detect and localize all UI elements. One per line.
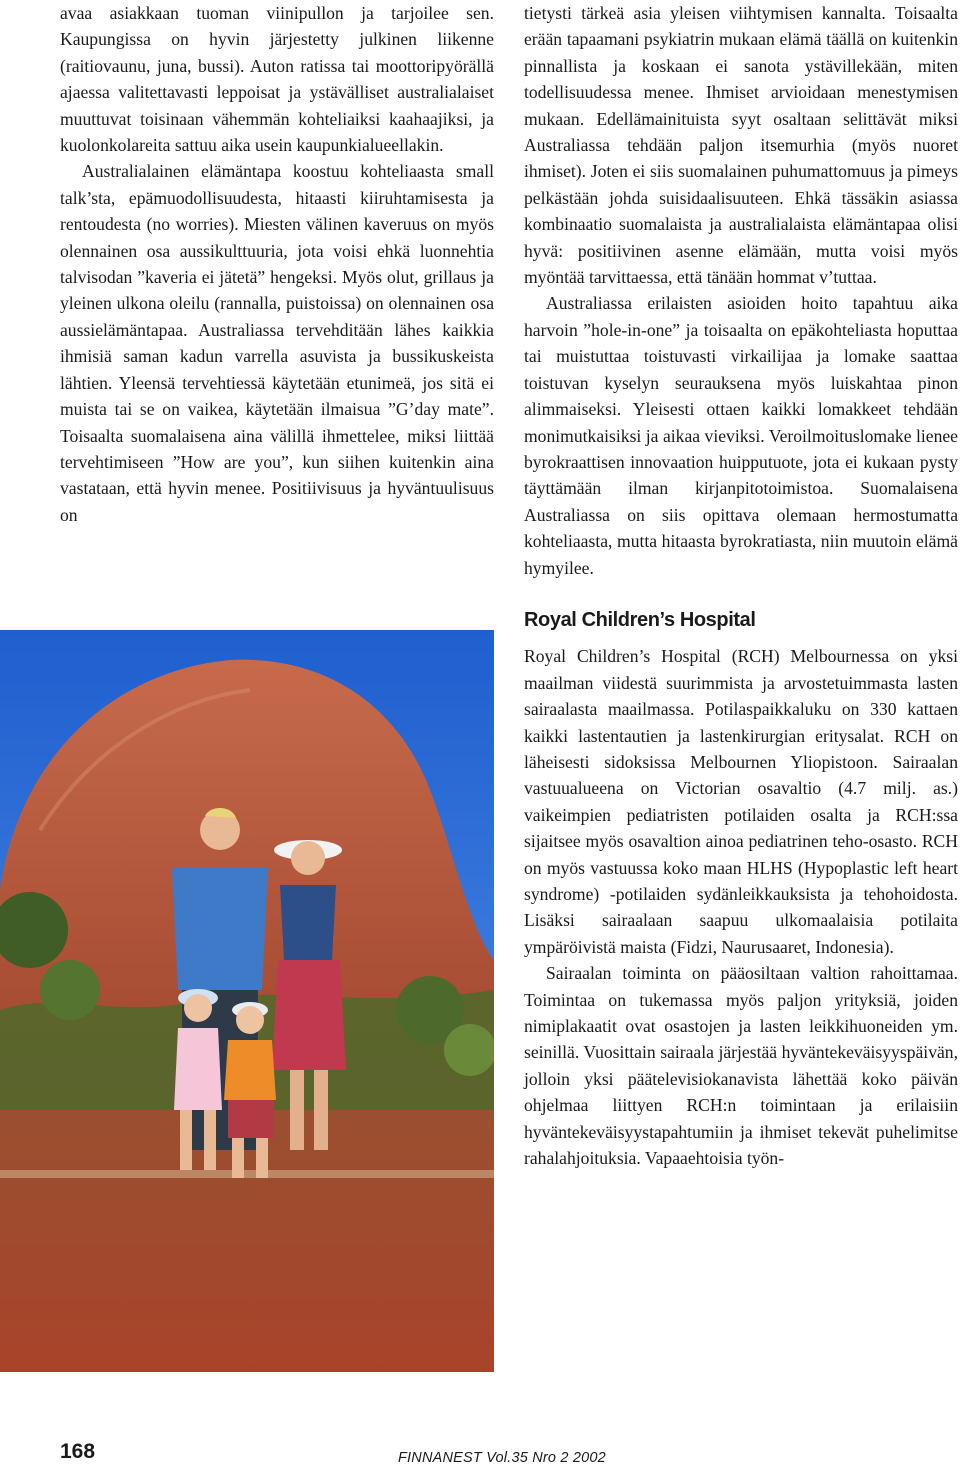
paragraph: Australialainen elämäntapa koostuu kohteliaasta small talk’sta, epämuodollisuudesta, hitaasti kiiruhtamisesta ja rentoudesta (no worries). Miesten välinen kaveruus on myös olennainen osa aussikulttuuria, jota voisi ehkä luonnehtia talvisodan ”kaveria ei jätetä” hengeksi. Myös olut, grillaus ja yleinen ulkona oleilu (rannalla, puistoissa) on olennainen osa aussielämäntapaa. Australiassa tervehditään lähes kaikkia ihmisiä saman kadun varrella asuvista ja bussikuskeista lähtien. Yleensä tervehtiessä käytetään etunimeä, jos sitä ei muista tai se on vaikea, käytetään ilmaisua ”G’day mate”. Toisaalta suomalaisena aina välillä ihmettelee, miksi liittää tervehtimiseen ”How are you”, kun siihen kuitenkin aina vastataan, että hyvin menee. Positiivisuus ja hyväntuulisuus on	[60, 161, 494, 525]
page-number: 168	[60, 1440, 96, 1463]
left-column	[60, 0, 494, 528]
paragraph: Sairaalan toiminta on pääosiltaan valtion rahoittamaa. Toimintaa on tukemassa myös paljon yrityksiä, joiden nimiplakaatit ovat osastojen ja lasten leikkihuoneiden ym. seinillä. Vuosittain sairaala järjestää hyväntekeväisyyspäivän, jolloin yksi päätelevisiokanavista lähettää koko päivän ohjelmaa liittyen RCH:n toimintaan ja erilaisiin hyväntekeväisyystapahtumiin ja ihmiset tekevät puhelimitse rahalahjoituksia. Vapaaehtoisia työn-	[524, 963, 958, 1169]
paragraph: Australiassa erilaisten asioiden hoito tapahtuu aika harvoin ”hole-in-one” ja toisaalta on epäkohteliasta hoputtaa tai muistuttaa toistuvasti virkailijaa ja lomake saattaa toistuvan kyselyn seurauksena myös luiskahtaa pinon alimmaiseksi. Yleisesti ottaen kaikki lomakkeet tehdään monimutkaisiksi ja aikaa vieviksi. Veroilmoituslomake lienee byrokraattisen innovaation huipputuote, jota ei kukaan pysty täyttämään ilman kirjanpitotoimistoa. Suomalaisena Australiassa on siis opittava olemaan hermostumatta kohteliaasta, mutta hitaasta byrokratiasta, niin muutoin elämä hymyilee.	[524, 293, 958, 578]
right-column	[524, 0, 958, 1171]
paragraph: Royal Children’s Hospital (RCH) Melbournessa on yksi maailman viidestä suurimmista ja arvostetuimmasta lasten sairaalasta maailmassa. Potilaspaikkaluku on 330 kattaen kaikki lastentautien ja lastenkirurgian eritysalat. RCH on läheisesti sidoksissa Melbournen Yliopistoon. Sairaalan vastuualueena on Victorian osavaltio (4.7 milj. as.) vaikeimpien pediatristen potilaiden osalta ja RCH:ssa sijaitsee myös osavaltion ainoa pediatrinen teho-osasto. RCH on myös vastuussa koko maan HLHS (Hypoplastic left heart syndrome) -potilaiden sydänleikkauksista ja tehohoidosta. Lisäksi sairaalaan saapuu ulkomaalaisia potilaita ympäröivistä maista (Fidzi, Naurusaaret, Indonesia).	[524, 646, 958, 957]
photo-illustration	[0, 630, 494, 1372]
paragraph: tietysti tärkeä asia yleisen viihtymisen kannalta. Toisaalta erään tapaamani psykiatrin mukaan elämä täällä on kuitenkin pinnallista ja koskaan ei sanota ystävillekään, miten todellisuudessa menee. Ihmiset arvioidaan menestymisen mukaan. Edellämainituista syyt osaltaan selittävät miksi Australiassa tehdään paljon itsemurhia (myös nuoret ihmiset). Joten ei siis suomalainen puhumattomuus ja pimeys pelkästään johda suisidaalisuuteen. Ehkä tässäkin asiassa kombinaatio suomalaista ja australialaista elämäntapaa olisi hyvä: positiivinen asenne elämään, mutta voisi myös myöntää tarvittaessa, että tänään hommat v’tuttaa.	[524, 3, 958, 288]
journal-footer: FINNANEST Vol.35 Nro 2 2002	[398, 1450, 606, 1466]
family-photo-uluru	[0, 630, 494, 1372]
section-heading: Royal Children’s Hospital	[524, 608, 756, 631]
paragraph: avaa asiakkaan tuoman viinipullon ja tarjoilee sen. Kaupungissa on hyvin järjestetty julkinen liikenne (raitiovaunu, juna, bussi). Auton ratissa tai moottoripyörällä ajaessa valitettavasti leppoisat ja ystävälliset australialaiset muuttuvat toisinaan vähemmän kohteliaiksi kaahaajiksi, ja kuolonkolareita sattuu aika usein kaupunkialueellakin.	[60, 3, 494, 156]
